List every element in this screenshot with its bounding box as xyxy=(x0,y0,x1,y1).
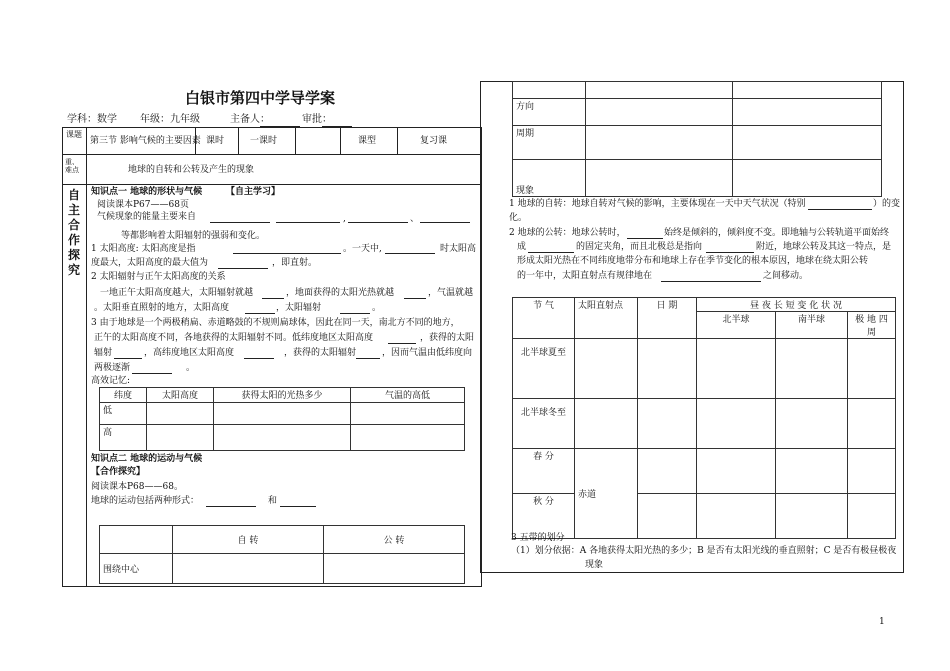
topic-value: 第三节 影响气候的主要因素 xyxy=(90,136,201,146)
kp2-line2: 地球的运动包括两种形式： xyxy=(91,496,200,506)
kp1-line12: 两极逐渐 xyxy=(94,363,131,373)
kp1-line5: 度最大，太阳高度的最大值为 xyxy=(91,258,209,268)
grade-label: 年级：九年级 xyxy=(140,114,200,125)
review-label: 审批： xyxy=(302,114,332,125)
hours-label: 课时 xyxy=(206,136,225,146)
subject-label: 学科：数学 xyxy=(67,114,117,125)
table-row: 高 xyxy=(100,425,147,451)
kp2-heading: 知识点二 地球的运动与气候 xyxy=(91,454,203,464)
kp1-tag: 【自主学习】 xyxy=(226,187,281,197)
rotation-paragraph: 1 地球的自转：地球自转对气候的影响，主要体现在一天中天气状况（特别 xyxy=(509,199,806,209)
kp1-line1: 阅读课本P67——68页 xyxy=(97,200,189,210)
motion-table-continued xyxy=(512,81,882,197)
page-title: 白银市第四中学导学案 xyxy=(185,89,336,107)
kp1-heading: 知识点一 地球的形状与气候 xyxy=(91,187,203,197)
kp1-line2: 气候现象的能量主要来自 xyxy=(97,212,197,222)
zones-basis: （1）划分依据：A 各地获得太阳光热的多少；B 是否有太阳光线的垂直照射；C 是否有极昼极夜 xyxy=(511,546,897,556)
kp1-line11: 辐射 xyxy=(94,348,113,358)
table-row: 围绕中心 xyxy=(100,554,173,584)
topic-label: 课题 xyxy=(66,130,82,139)
table-row: 现象 xyxy=(513,160,586,197)
kp2-tag: 【合作探究】 xyxy=(91,467,146,477)
memo-label: 高效记忆: xyxy=(91,376,131,386)
kp1-line6: 2 太阳辐射与正午太阳高度的关系 xyxy=(91,272,226,282)
table-row: 秋 分 xyxy=(513,494,575,539)
kp1-line3: 等都影响着太阳辐射的强弱和变化。 xyxy=(121,231,266,241)
zones-heading: 3 五带的划分 xyxy=(511,533,565,543)
table-row: 低 xyxy=(100,403,147,425)
type-label: 课型 xyxy=(358,136,377,146)
kp1-line8: 。太阳垂直照射的地方，太阳高度 xyxy=(94,303,230,313)
table-row: 方向 xyxy=(513,99,586,126)
table-row: 周期 xyxy=(513,126,586,160)
motion-table: 自 转 公 转 围绕中心 xyxy=(99,525,465,584)
kp1-line7: 一地正午太阳高度越大，太阳辐射就越 xyxy=(100,288,254,298)
table-row: 春 分 xyxy=(513,449,575,494)
revolution-paragraph: 2 地球的公转：地球公转时， xyxy=(509,228,626,238)
kp1-line10: 正午的太阳高度不同，各地获得的太阳辐射不同。低纬度地区太阳高度 xyxy=(94,333,374,343)
page-number: 1 xyxy=(879,617,885,627)
key-label: 重、难点 xyxy=(65,158,79,175)
type-value: 复习课 xyxy=(420,136,448,146)
season-table: 节 气 太阳直射点 日 期 昼 夜 长 短 变 化 状 况 北半球 南半球 极 地 四 周 北半球夏至 北半球冬至 春 分 赤道 秋 分 xyxy=(512,297,896,539)
preparer-label: 主备人： xyxy=(230,114,270,125)
table-row: 北半球夏至 xyxy=(513,339,575,399)
kp1-line4: 1 太阳高度: 太阳高度是指 xyxy=(91,244,196,254)
side-label: 自主合作探究 xyxy=(68,188,81,277)
equator-cell: 赤道 xyxy=(575,449,638,539)
hours-value: 一课时 xyxy=(250,136,278,146)
latitude-table: 纬度 太阳高度 获得太阳的光热多少 气温的高低 低 高 xyxy=(99,387,465,451)
kp1-line9: 3 由于地球是一个两极稍扁、赤道略鼓的不规则扁球体，因此在同一天，南北方不同的地方， xyxy=(91,318,460,328)
kp2-line1: 阅读课本P68——68。 xyxy=(91,482,183,492)
table-row: 北半球冬至 xyxy=(513,399,575,449)
key-value: 地球的自转和公转及产生的现象 xyxy=(128,165,255,175)
